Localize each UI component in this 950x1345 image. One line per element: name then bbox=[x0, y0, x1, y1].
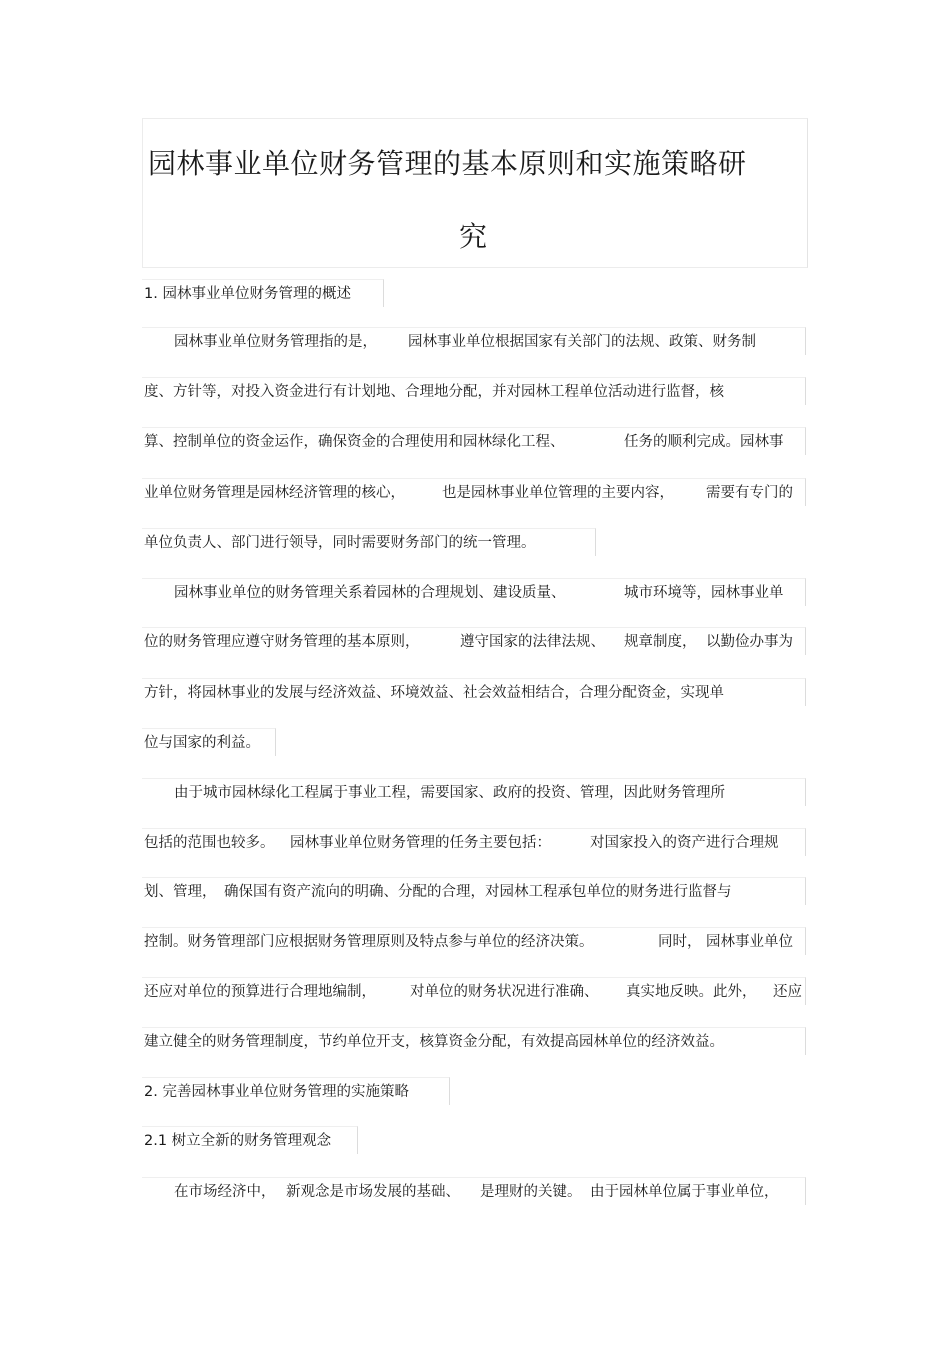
section-heading-1 bbox=[142, 279, 384, 307]
text-span: 度、方针等，对投入资金进行有计划地、合理地分配，并对园林工程单位活动进行监督，核 bbox=[144, 384, 724, 400]
paragraph-line bbox=[142, 927, 806, 955]
text-span: 由于城市园林绿化工程属于事业工程，需要国家、政府的投资、管理，因此财务管理所 bbox=[174, 785, 725, 801]
text-span: 控制。财务管理部门应根据财务管理原则及特点参与单位的经济决策。 bbox=[144, 934, 594, 950]
paragraph-line bbox=[142, 828, 806, 856]
text-span: 算、控制单位的资金运作，确保资金的合理使用和园林绿化工程、 bbox=[144, 434, 565, 450]
text-span: 对单位的财务状况进行准确、 bbox=[410, 984, 599, 1000]
paragraph-line bbox=[142, 728, 276, 756]
text-span: 包括的范围也较多。 bbox=[144, 835, 275, 851]
text-span: 1. 园林事业单位财务管理的概述 bbox=[144, 286, 351, 302]
subsection-heading-2-1 bbox=[142, 1126, 358, 1154]
text-span: 遵守国家的法律法规、 bbox=[460, 634, 605, 650]
paragraph-line bbox=[142, 977, 806, 1005]
text-span: 园林事业单位根据国家有关部门的法规、政策、财务制 bbox=[408, 334, 756, 350]
paragraph-line bbox=[142, 528, 596, 556]
text-span: 对国家投入的资产进行合理规 bbox=[590, 835, 779, 851]
text-span: 确保国有资产流向的明确、分配的合理，对园林工程承包单位的财务进行监督与 bbox=[224, 884, 732, 900]
paragraph-line bbox=[142, 377, 806, 405]
paragraph-line bbox=[142, 427, 806, 455]
text-span: 单位负责人、部门进行领导，同时需要财务部门的统一管理。 bbox=[144, 535, 536, 551]
text-span: 任务的顺利完成。园林事 bbox=[624, 434, 784, 450]
text-span: 同时， bbox=[658, 934, 702, 950]
paragraph-line bbox=[142, 877, 806, 905]
text-span: 以勤俭办事为 bbox=[706, 634, 793, 650]
text-span: 园林事业单位 bbox=[706, 934, 793, 950]
text-span: 2.1 树立全新的财务管理观念 bbox=[144, 1133, 332, 1149]
text-span: 也是园林事业单位管理的主要内容， bbox=[442, 485, 674, 501]
text-span: 在市场经济中， bbox=[174, 1184, 276, 1200]
text-span: 还应 bbox=[773, 984, 802, 1000]
text-span: 园林事业单位财务管理的任务主要包括： bbox=[290, 835, 551, 851]
paragraph-line bbox=[142, 778, 806, 806]
text-span: 新观念是市场发展的基础、 bbox=[286, 1184, 460, 1200]
paragraph-line bbox=[142, 678, 806, 706]
text-span: 位与国家的利益。 bbox=[144, 735, 260, 751]
paragraph-line bbox=[142, 327, 806, 355]
text-span: 园林事业单位财务管理指的是， bbox=[174, 334, 377, 350]
text-span: 2. 完善园林事业单位财务管理的实施策略 bbox=[144, 1084, 409, 1100]
text-span: 还应对单位的预算进行合理地编制， bbox=[144, 984, 376, 1000]
document-title-line-1: 园林事业单位财务管理的基本原则和实施策略研 bbox=[148, 147, 747, 180]
text-span: 规章制度， bbox=[624, 634, 697, 650]
text-span: 业单位财务管理是园林经济管理的核心， bbox=[144, 485, 405, 501]
paragraph-line bbox=[142, 1177, 806, 1205]
text-span: 需要有专门的 bbox=[706, 485, 793, 501]
section-heading-2 bbox=[142, 1077, 450, 1105]
text-span: 城市环境等，园林事业单 bbox=[624, 585, 784, 601]
text-span: 由于园林单位属于事业单位， bbox=[590, 1184, 779, 1200]
text-span: 建立健全的财务管理制度，节约单位开支，核算资金分配，有效提高园林单位的经济效益。 bbox=[144, 1034, 724, 1050]
text-span: 划、管理， bbox=[144, 884, 217, 900]
paragraph-line bbox=[142, 578, 806, 606]
text-span: 位的财务管理应遵守财务管理的基本原则， bbox=[144, 634, 420, 650]
paragraph-line bbox=[142, 478, 806, 506]
text-span: 园林事业单位的财务管理关系着园林的合理规划、建设质量、 bbox=[174, 585, 566, 601]
document-title-line-2: 究 bbox=[459, 220, 488, 253]
text-span: 是理财的关键。 bbox=[480, 1184, 582, 1200]
paragraph-line bbox=[142, 1027, 806, 1055]
text-span: 真实地反映。此外， bbox=[626, 984, 757, 1000]
paragraph-line bbox=[142, 627, 806, 655]
text-span: 方针，将园林事业的发展与经济效益、环境效益、社会效益相结合，合理分配资金，实现单 bbox=[144, 685, 724, 701]
